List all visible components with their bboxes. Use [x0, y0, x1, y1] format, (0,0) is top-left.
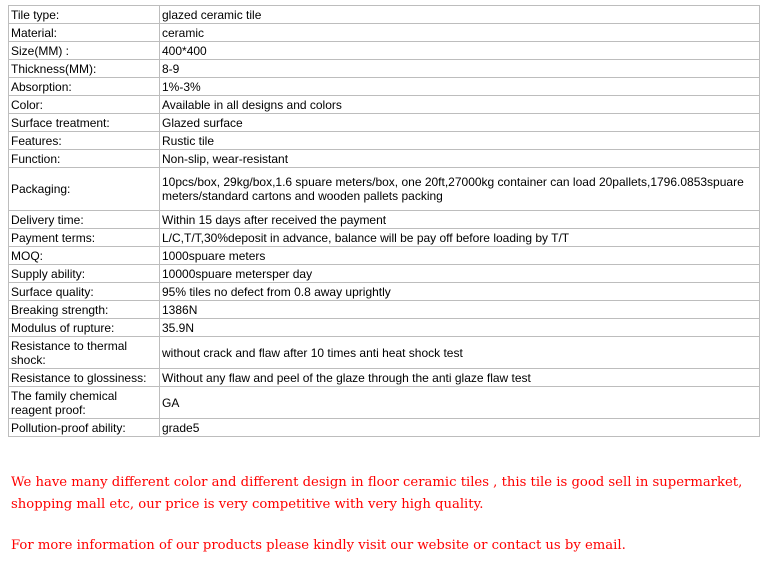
spec-value: grade5: [160, 419, 760, 437]
table-row: [9, 283, 760, 301]
spec-label: Thickness(MM):: [9, 60, 160, 78]
table-row: [9, 419, 760, 437]
spec-label: Delivery time:: [9, 211, 160, 229]
table-row: [9, 229, 760, 247]
spec-label: Tile type:: [9, 6, 160, 24]
table-row: [9, 24, 760, 42]
spec-value: Glazed surface: [160, 114, 760, 132]
spec-label: Features:: [9, 132, 160, 150]
spec-value: glazed ceramic tile: [160, 6, 760, 24]
table-row: [9, 247, 760, 265]
spec-value: 10pcs/box, 29kg/box,1.6 spuare meters/box, one 20ft,27000kg container can load 20pallets,1796.0853spuare meters/standard cartons and wooden pallets packing: [160, 168, 760, 211]
spec-value: 95% tiles no defect from 0.8 away uprightly: [160, 283, 760, 301]
spec-label: Pollution-proof ability:: [9, 419, 160, 437]
spec-value: without crack and flaw after 10 times anti heat shock test: [160, 337, 760, 369]
table-row: [9, 6, 760, 24]
spec-value: 1000spuare meters: [160, 247, 760, 265]
spec-value: Non-slip, wear-resistant: [160, 150, 760, 168]
table-row: [9, 150, 760, 168]
table-row: [9, 265, 760, 283]
table-row: [9, 114, 760, 132]
spec-label: MOQ:: [9, 247, 160, 265]
spec-value: 10000spuare metersper day: [160, 265, 760, 283]
table-row: [9, 132, 760, 150]
spec-value: 35.9N: [160, 319, 760, 337]
table-row: [9, 96, 760, 114]
table-row: [9, 168, 760, 211]
table-row: [9, 211, 760, 229]
spec-value: Without any flaw and peel of the glaze through the anti glaze flaw test: [160, 369, 760, 387]
table-row: [9, 337, 760, 369]
table-row: [9, 301, 760, 319]
table-row: [9, 319, 760, 337]
spec-value: ceramic: [160, 24, 760, 42]
spec-label: Absorption:: [9, 78, 160, 96]
spec-label: Breaking strength:: [9, 301, 160, 319]
spec-value: Available in all designs and colors: [160, 96, 760, 114]
spec-value: GA: [160, 387, 760, 419]
spec-value: L/C,T/T,30%deposit in advance, balance will be pay off before loading by T/T: [160, 229, 760, 247]
spec-value: 1%-3%: [160, 78, 760, 96]
spec-label: Surface treatment:: [9, 114, 160, 132]
spec-value: 8-9: [160, 60, 760, 78]
contact-note: For more information of our products please kindly visit our website or contact us by email.: [11, 538, 626, 553]
table-row: [9, 369, 760, 387]
spec-label: Material:: [9, 24, 160, 42]
table-row: [9, 78, 760, 96]
spec-label: Resistance to thermal shock:: [9, 337, 160, 369]
product-description: We have many different color and different design in floor ceramic tiles , this tile is good sell in supermarket, shopping mall etc, our price is very competitive with very high quality.: [11, 475, 743, 512]
table-row: [9, 42, 760, 60]
table-row: [9, 60, 760, 78]
spec-label: Size(MM) :: [9, 42, 160, 60]
spec-label: Color:: [9, 96, 160, 114]
spec-label: Supply ability:: [9, 265, 160, 283]
spec-label: Surface quality:: [9, 283, 160, 301]
spec-label: Resistance to glossiness:: [9, 369, 160, 387]
spec-label: Payment terms:: [9, 229, 160, 247]
spec-table: [8, 5, 760, 437]
spec-label: Packaging:: [9, 168, 160, 211]
spec-label: Function:: [9, 150, 160, 168]
spec-label: The family chemical reagent proof:: [9, 387, 160, 419]
spec-value: Rustic tile: [160, 132, 760, 150]
spec-label: Modulus of rupture:: [9, 319, 160, 337]
spec-value: 400*400: [160, 42, 760, 60]
spec-value: 1386N: [160, 301, 760, 319]
table-row: [9, 387, 760, 419]
spec-value: Within 15 days after received the payment: [160, 211, 760, 229]
